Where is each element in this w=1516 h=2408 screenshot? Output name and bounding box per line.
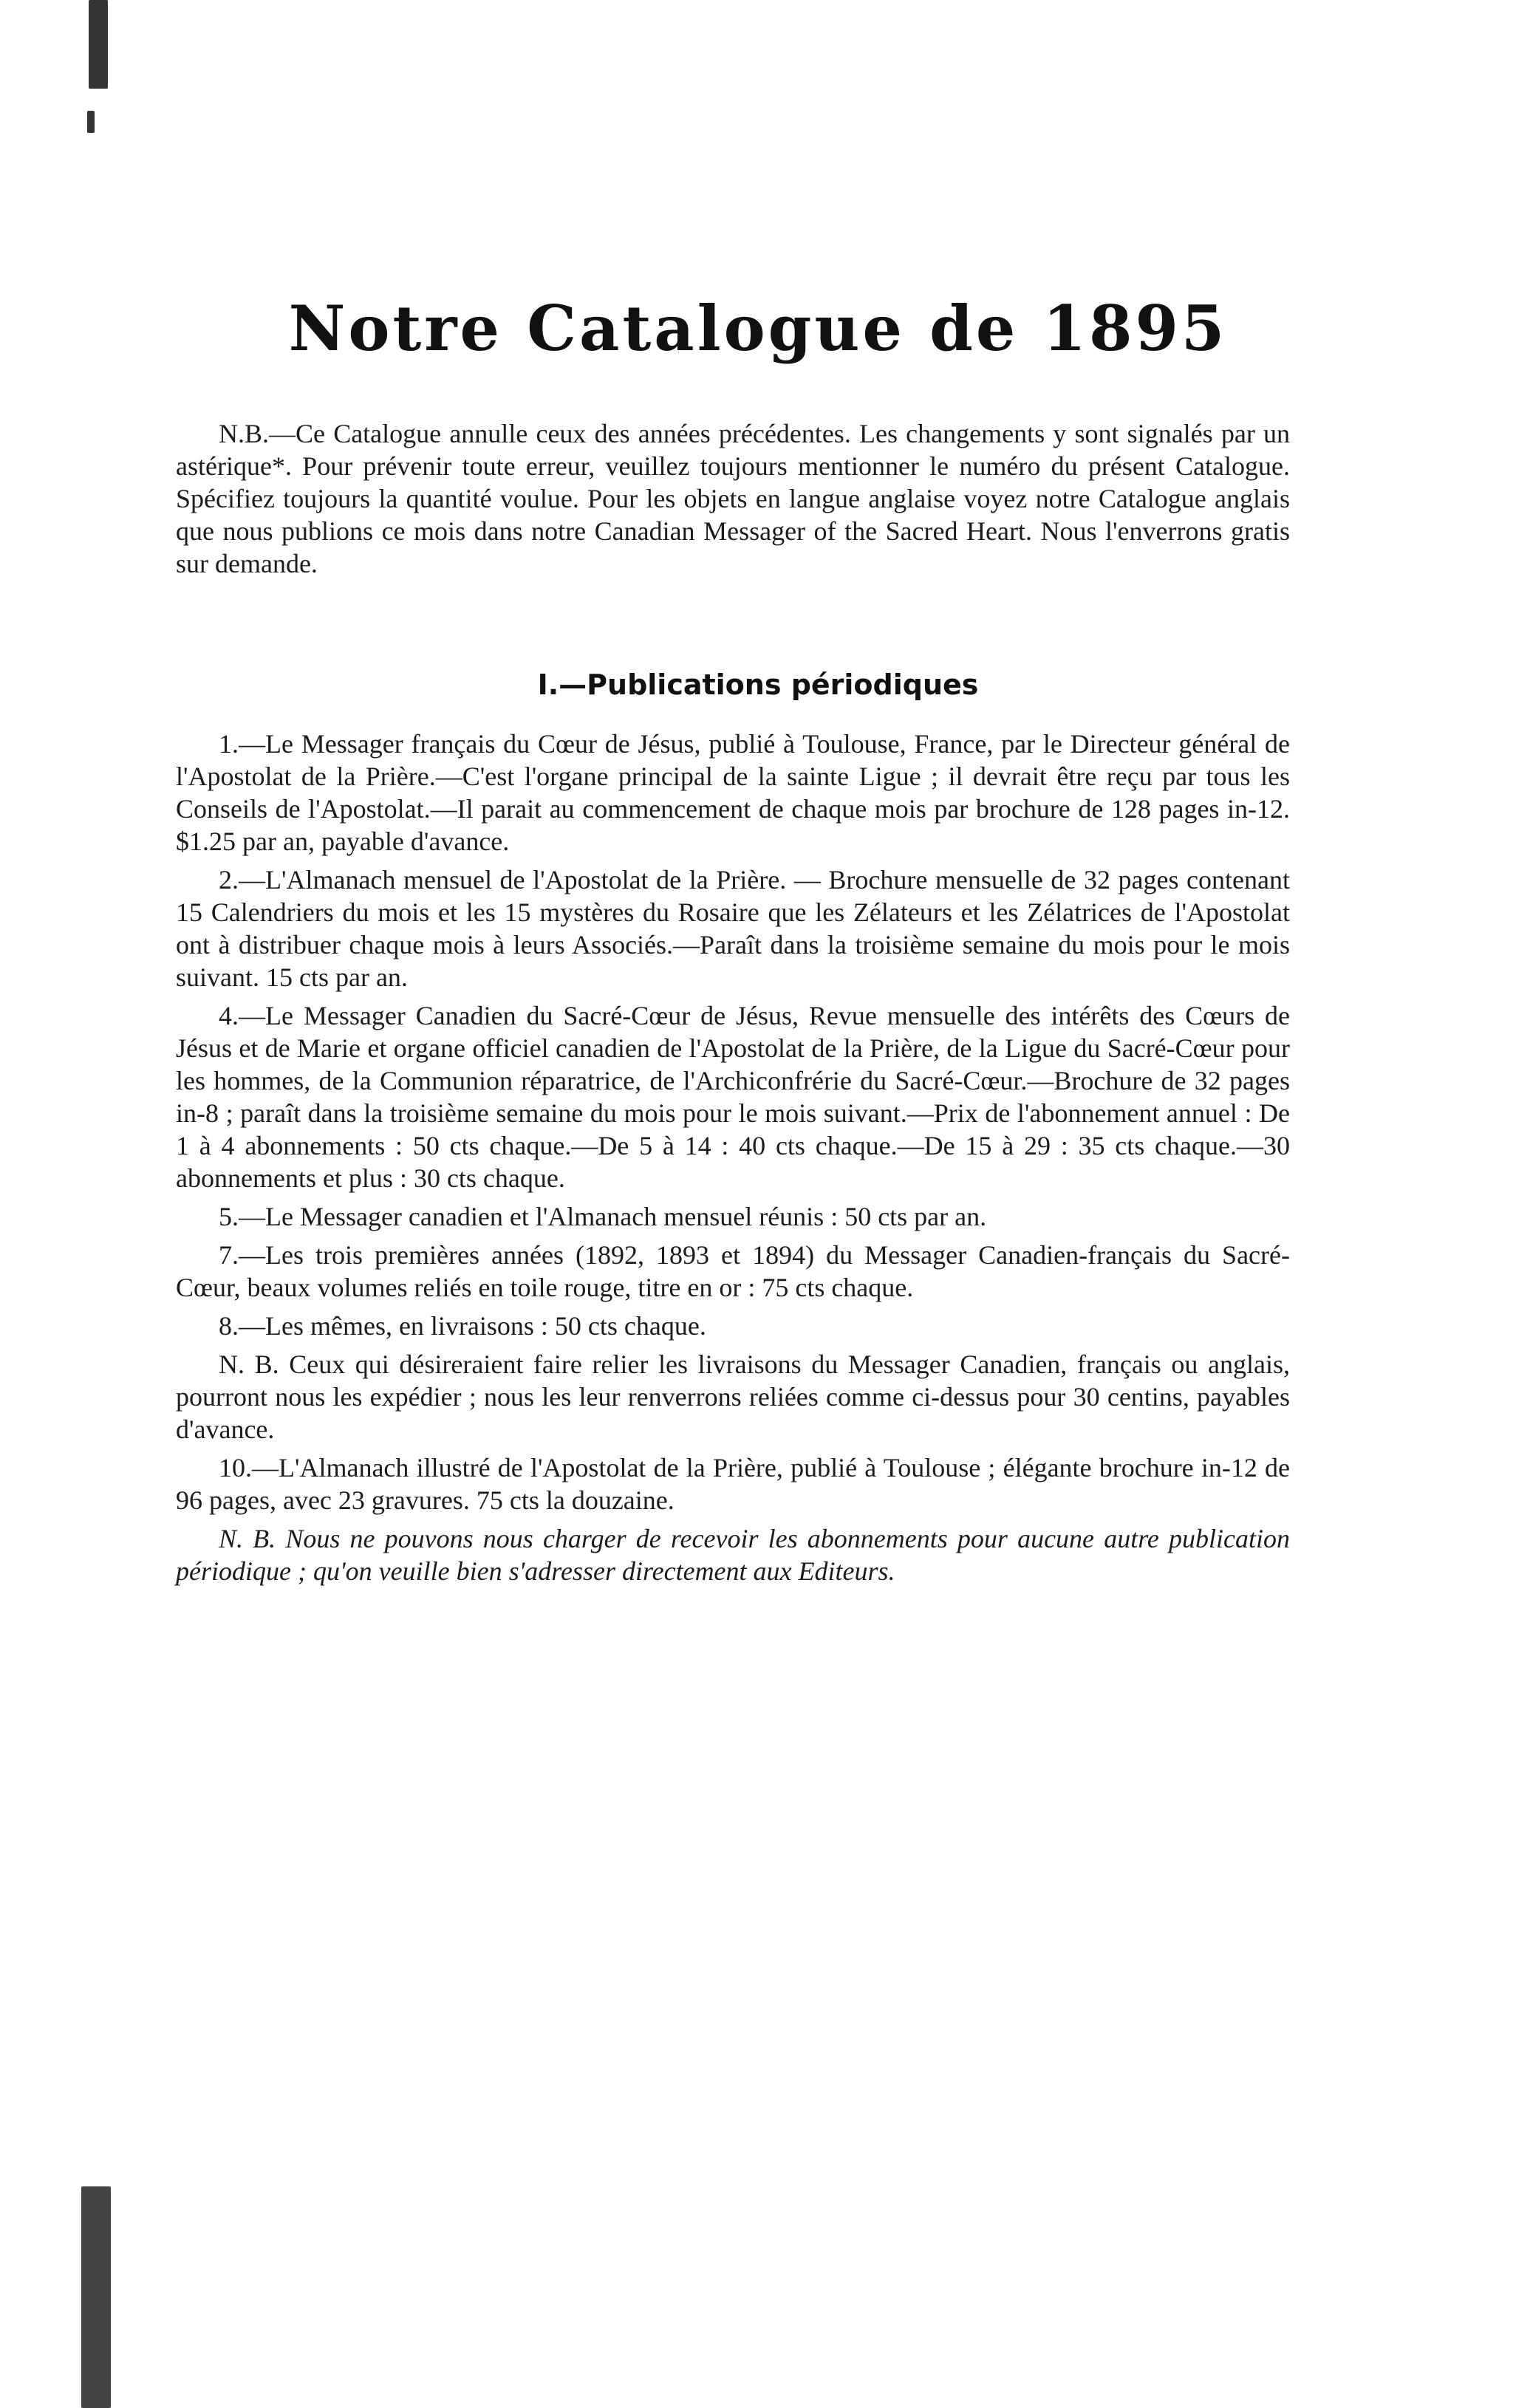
binding-mark-top bbox=[89, 0, 108, 89]
edge-ink-mark bbox=[87, 111, 95, 133]
page-title: Notre Catalogue de 1895 bbox=[288, 292, 1228, 365]
intro-paragraph: N.B.—Ce Catalogue annulle ceux des années précédentes. Les changements y sont signalés par un astérique*. Pour prévenir toute erreur, veuillez toujours mentionner le numéro du présent Catalogue. Spécifiez toujours la quantité voulue. Pour les objets en langue anglaise voyez notre Catalogue anglais que nous publions ce mois dans notre Canadian Messager of the Sacred Heart. Nous l'enverrons gratis sur demande. bbox=[176, 419, 1290, 578]
nota-bene: N. B. Ceux qui désireraient faire relier les livraisons du Messager Canadien, français ou anglais, pourront nous les expédier ; nous les leur renverrons reliées comme ci-dessus pour 30 centins, payables d'avance. bbox=[176, 1350, 1290, 1444]
catalogue-entry: 7.—Les trois premières années (1892, 1893 et 1894) du Messager Canadien-français du Sacré-Cœur, beaux volumes reliés en toile rouge, titre en or : 75 cts chaque. bbox=[176, 1240, 1290, 1302]
binding-mark-bottom bbox=[81, 2186, 111, 2408]
catalogue-entries bbox=[176, 728, 1290, 1593]
catalogue-entry: 10.—L'Almanach illustré de l'Apostolat de la Prière, publié à Toulouse ; élégante brochure in-12 de 96 pages, avec 23 gravures. 75 cts la douzaine. bbox=[176, 1453, 1290, 1515]
nota-bene: N. B. Nous ne pouvons nous charger de recevoir les abonnements pour aucune autre publication périodique ; qu'on veuille bien s'adresser directement aux Editeurs. bbox=[176, 1524, 1290, 1586]
catalogue-entry: 1.—Le Messager français du Cœur de Jésus, publié à Toulouse, France, par le Directeur général de l'Apostolat de la Prière.—C'est l'organe principal de la sainte Ligue ; il devrait être reçu par tous les Conseils de l'Apostolat.—Il parait au commencement de chaque mois par brochure de 128 pages in-12. $1.25 par an, payable d'avance. bbox=[176, 729, 1290, 856]
catalogue-entry: 5.—Le Messager canadien et l'Almanach mensuel réunis : 50 cts par an. bbox=[219, 1202, 987, 1231]
catalogue-entry: 2.—L'Almanach mensuel de l'Apostolat de la Prière. — Brochure mensuelle de 32 pages contenant 15 Calendriers du mois et les 15 mystères du Rosaire que les Zélateurs et les Zélatrices de l'Apostolat ont à distribuer chaque mois à leurs Associés.—Paraît dans la troisième semaine du mois pour le mois suivant. 15 cts par an. bbox=[176, 865, 1290, 992]
catalogue-entry: 4.—Le Messager Canadien du Sacré-Cœur de Jésus, Revue mensuelle des intérêts des Cœurs de Jésus et de Marie et organe officiel canadien de l'Apostolat de la Prière, de la Ligue du Sacré-Cœur pour les hommes, de la Communion réparatrice, de l'Archiconfrérie du Sacré-Cœur.—Brochure de 32 pages in-8 ; paraît dans la troisième semaine du mois pour le mois suivant.—Prix de l'abonnement annuel : De 1 à 4 abonnements : 50 cts chaque.—De 5 à 14 : 40 cts chaque.—De 15 à 29 : 35 cts chaque.—30 abonnements et plus : 30 cts chaque. bbox=[176, 1001, 1290, 1193]
catalogue-entry: 8.—Les mêmes, en livraisons : 50 cts chaque. bbox=[219, 1311, 706, 1341]
section-heading: I.—Publications périodiques bbox=[537, 668, 979, 701]
intro-block bbox=[176, 417, 1290, 586]
